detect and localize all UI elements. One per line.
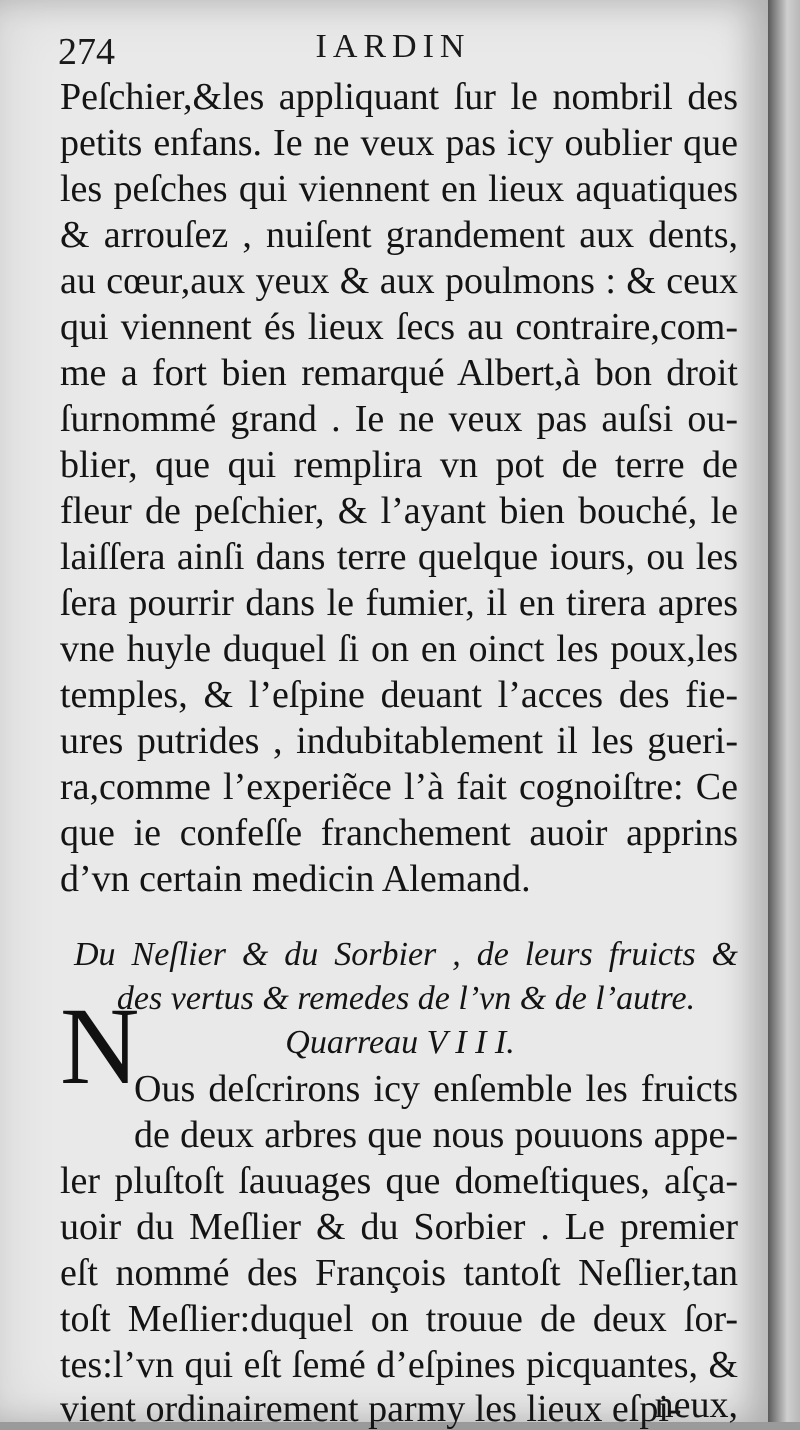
section-title-line: Du Neſlier & du Sorbier , de leurs fruicts & — [74, 936, 738, 973]
text-line: me a fort bien remarqué Albert,à bon droit — [60, 352, 738, 394]
text-line: toſt Meſlier:duquel on trouue de deux ſor- — [60, 1298, 738, 1340]
drop-cap: N — [60, 985, 140, 1107]
text-line: Peſchier,&les appliquant ſur le nombril des — [60, 76, 738, 118]
text-line: uoir du Meſlier & du Sorbier . Le premier — [60, 1206, 738, 1248]
section-title-line: des vertus & remedes de l’vn & de l’autre. — [116, 980, 696, 1017]
section-number: Quarreau V I I I. — [285, 1024, 515, 1061]
running-head: IARDIN — [315, 28, 471, 65]
text-line: de deux arbres que nous pouuons appe- — [134, 1114, 738, 1156]
text-line: ures putrides , indubitablement il les gueri- — [60, 720, 738, 762]
text-line: vne huyle duquel ſi on en oinct les poux,les — [60, 628, 738, 670]
text-line: Ous deſcrirons icy enſemble les fruicts — [134, 1068, 738, 1110]
catchword: neux, — [654, 1384, 738, 1426]
page-number: 274 — [58, 31, 115, 73]
page-header — [48, 22, 738, 72]
text-line: les peſches qui viennent en lieux aquatiques — [60, 168, 738, 210]
text-line: ſurnommé grand . Ie ne veux pas auſsi ou- — [60, 398, 738, 440]
text-line: temples, & l’eſpine deuant l’acces des fie- — [60, 674, 738, 716]
text-line: ra,comme l’experiẽce l’à fait cognoiſtre: Ce — [60, 766, 738, 808]
text-line: fleur de peſchier, & l’ayant bien bouché, le — [60, 490, 738, 532]
text-line: au cœur,aux yeux & aux poulmons : & ceux — [60, 260, 738, 302]
text-line: que ie confeſſe franchement auoir apprins — [60, 812, 738, 854]
text-line: laiſſera ainſi dans terre quelque iours, ou les — [60, 536, 738, 578]
text-line: ſera pourrir dans le fumier, il en tirera apres — [60, 582, 738, 624]
text-line: ler pluſtoſt ſauuages que domeſtiques, aſça- — [60, 1160, 738, 1202]
text-line: blier, que qui remplira vn pot de terre de — [60, 444, 738, 486]
page-edge-shadow — [768, 0, 800, 1422]
text-line: tes:l’vn qui eſt ſemé d’eſpines picquantes, & — [60, 1344, 738, 1386]
text-line: eſt nommé des François tantoſt Neſlier,tan — [60, 1252, 738, 1294]
text-line: d’vn certain medicin Alemand. — [60, 858, 531, 900]
text-line: qui viennent és lieux ſecs au contraire,com- — [60, 306, 738, 348]
text-line: petits enfans. Ie ne veux pas icy oublier que — [60, 122, 738, 164]
text-line: vient ordinairement parmy les lieux eſpi- — [60, 1388, 682, 1430]
text-line: & arrouſez , nuiſent grandement aux dents, — [60, 214, 738, 256]
